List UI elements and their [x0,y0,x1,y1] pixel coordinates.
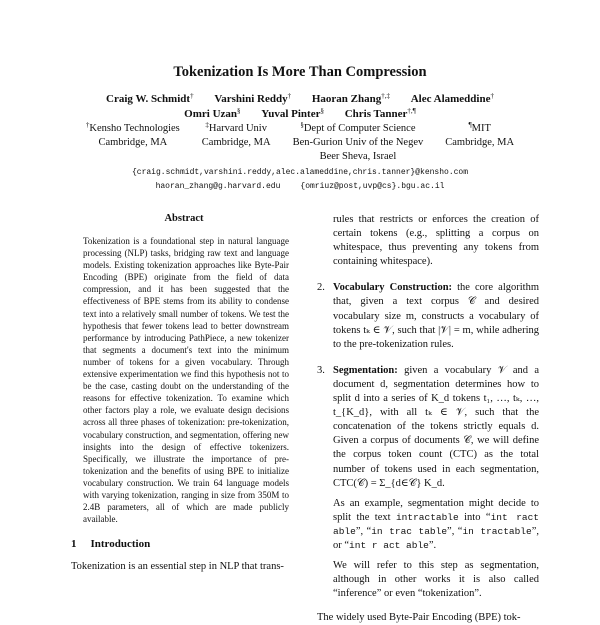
affiliation: ‡Harvard Univ Cambridge, MA [201,121,271,148]
abstract-text: Tokenization is a foundational step in natural language processing (NLP) tasks, bridging raw text and language models. Existing tokenization approaches like Byte-Pair Encoding (BPE) originate from the field of data compression, and it has been suggested that the effectiveness of BPE stems from its ability to condense text into a relatively small number of tokens. We test the hypothesis that fewer tokens lead to better downstream performance by introducing PathPiece, a new tokenizer that segments a document's text into the minimum number of tokens for a given vocabulary. Through extensive experimentation we find this hypothesis not to be the case, casting doubt on the understanding of the reasons for effective tokenization. To examine which other factors play a role, we evaluate design decisions across all three phases of tokenization: pre-tokenization, vocabulary construction, and segmentation, offering new insights into the design of effective tokenizers. Specifically, we illustrate the importance of pre-tokenization and the benefits of using BPE to initialize vocabulary construction. We train 64 language models with varying tokenization, ranging in size from 350M to 2.4B parameters, all of which are made publicly available. [83,236,289,525]
email-line: {craig.schmidt,varshini.reddy,alec.alameddine,chris.tanner}@kensho.com [131,168,469,177]
email: haoran_zhang@g.harvard.edu [155,182,281,191]
author-list [0,92,600,122]
list-item-vocabulary-construction: 2. Vocabulary Construction: the core algorithm that, given a text corpus 𝒞 and desired vocabulary size m, constructs a vocabulary of tokens tₖ ∈ 𝒱, such that |𝒱| = m, while adhering to the pre-tokenization rules. [317,282,539,350]
affiliation: †Kensho Technologies Cambridge, MA [85,121,180,148]
paper-title: Tokenization Is More Than Compression [173,64,427,80]
affiliation: §Dept of Computer Science Ben-Gurion Univ of the Negev Beer Sheva, Israel [292,121,424,162]
item-1-continued: rules that restricts or enforces the creation of certain tokens (e.g., splitting a corpus on whitespace, thus preventing any tokens from containing whitespace). [333,214,539,268]
intro-first-line: Tokenization is an essential step in NLP that trans- [71,561,284,573]
author: Varshini Reddy† [214,92,292,105]
affiliation: ¶MIT Cambridge, MA [445,121,515,148]
author-line-2 [0,107,600,122]
author-line-1 [0,92,600,107]
email-line [0,180,600,194]
author: Omri Uzan§ [184,107,241,120]
author: Alec Alameddine† [410,92,494,105]
affiliations [0,122,600,164]
segmentation-note: We will refer to this step as segmentation, although in other works it is also called “inference” or even “tokenization”. [333,560,539,600]
email: {omriuz@post,uvp@cs}.bgu.ac.il [300,182,445,191]
right-column-last-line: The widely used Byte-Pair Encoding (BPE) tok- [317,612,521,624]
author-emails [0,166,600,194]
segmentation-example: As an example, segmentation might decide to split the text intractable into “int ract able”, “in trac table”, “in tractable”, or “int r act able”. [333,497,539,551]
author: Chris Tanner†,¶ [344,107,416,120]
author: Yuval Pinter§ [261,107,324,120]
author: Haoran Zhang†,‡ [311,92,390,105]
section-heading: 1 Introduction [71,538,151,551]
left-column [71,213,297,572]
right-column [317,213,539,625]
abstract-heading: Abstract [164,213,204,224]
list-item-segmentation: 3. Segmentation: given a vocabulary 𝒱 and a document d, segmentation determines how to split d into a series of K_d tokens t₁, …, tₖ, …, t_{K_d}, with all tₖ ∈ 𝒱, such that the concatenation of the tokens strictly equals d. Given a corpus of documents 𝒞, we will define the corpus token count (CTC) as the total number of tokens used in each segmentation, CTC(𝒞) = Σ_{d∈𝒞} K_d. [317,364,539,489]
author: Craig W. Schmidt† [106,92,194,105]
